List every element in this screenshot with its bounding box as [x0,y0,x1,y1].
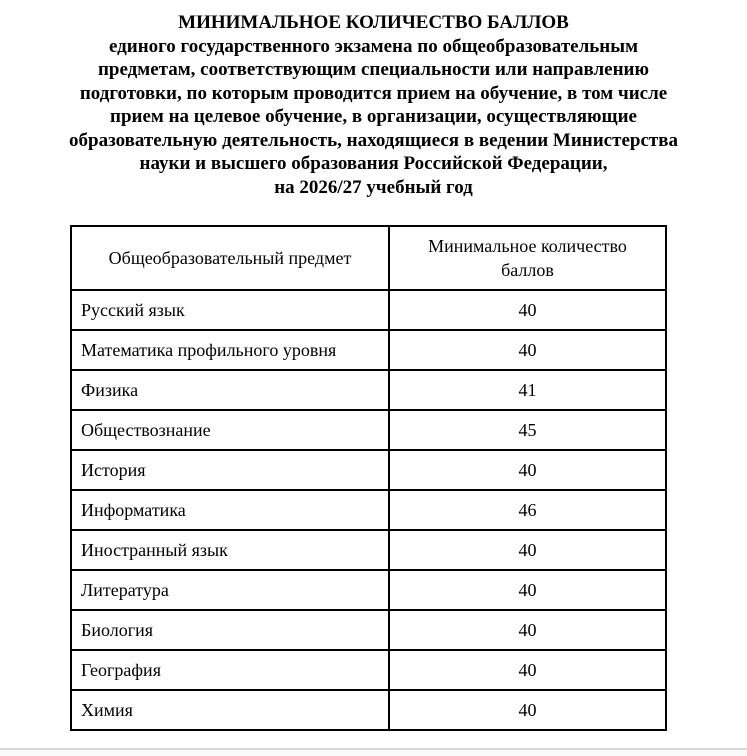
score-cell: 40 [389,530,666,570]
score-cell: 40 [389,330,666,370]
title-subtitle-line: науки и высшего образования Российской Федерации, [139,153,608,174]
table-row [71,610,666,650]
title-subtitle-line: прием на целевое обучение, в организации, осуществляющие [110,106,637,127]
subject-cell: Химия [71,690,389,730]
table-header-row [71,226,666,290]
subject-cell: Иностранный язык [71,530,389,570]
document-page [0,11,747,731]
subject-cell: Биология [71,610,389,650]
table-row [71,530,666,570]
score-cell: 41 [389,370,666,410]
score-column-header: Минимальное количество баллов [389,226,666,290]
title-subtitle-line: подготовки, по которым проводится прием на обучение, в том числе [79,82,668,104]
table-row [71,570,666,610]
table-row [71,450,666,490]
score-cell: 40 [389,610,666,650]
subject-cell: Математика профильного уровня [71,330,389,370]
score-cell: 40 [389,570,666,610]
table-row [71,290,666,330]
subject-cell: История [71,450,389,490]
subject-column-header: Общеобразовательный предмет [71,226,389,290]
title-subtitle-line: образовательную деятельность, находящиеся в ведении Министерства [69,129,678,151]
title-academic-year-line: на 2026/27 учебный год [274,176,473,198]
subject-cell: Информатика [71,490,389,530]
score-cell: 40 [389,650,666,690]
table-row [71,490,666,530]
subject-cell: Физика [71,370,389,410]
subject-cell: Русский язык [71,290,389,330]
score-cell: 46 [389,490,666,530]
score-cell: 45 [389,410,666,450]
subject-cell: Литература [71,570,389,610]
title-subtitle-line: единого государственного экзамена по общеобразовательным [108,35,639,57]
title-subtitle-line: предметам, соответствующим специальности или направлению [97,59,650,80]
page-title: МИНИМАЛЬНОЕ КОЛИЧЕСТВО БАЛЛОВ [178,12,569,33]
bottom-divider [0,748,747,756]
subject-cell: Обществознание [71,410,389,450]
min-scores-table [70,225,667,731]
score-cell: 40 [389,690,666,730]
table-row [71,330,666,370]
table-row [71,370,666,410]
table-row [71,410,666,450]
document-title-block [0,11,747,199]
score-cell: 40 [389,290,666,330]
table-row [71,650,666,690]
score-cell: 40 [389,450,666,490]
table-row [71,690,666,730]
subject-cell: География [71,650,389,690]
